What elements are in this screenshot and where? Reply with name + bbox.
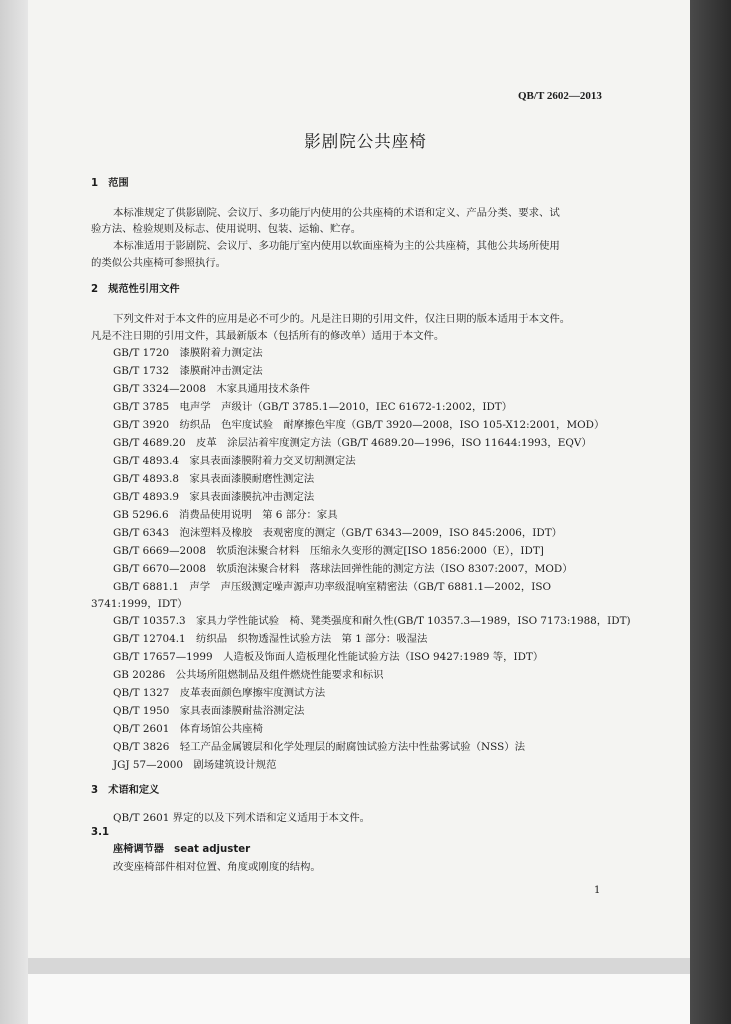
document-title: 影剧院公共座椅 xyxy=(304,132,427,151)
section-1-paragraph-2-line-1: 本标准适用于影剧院、会议厅、多功能厅室内使用以软面座椅为主的公共座椅，其他公共场所使用 xyxy=(113,240,560,252)
reference-item: QB/T 2601 体育场馆公共座椅 xyxy=(113,723,263,735)
reference-item: GB/T 6669—2008 软质泡沫聚合材料 压缩永久变形的测定[ISO 1856:2000（E），IDT] xyxy=(113,545,544,557)
section-3-intro: QB/T 2601 界定的以及下列术语和定义适用于本文件。 xyxy=(113,812,371,824)
reference-item: GB/T 4893.4 家具表面漆膜附着力交叉切割测定法 xyxy=(113,455,356,467)
next-document-page xyxy=(28,974,690,1024)
reference-item: GB/T 17657—1999 人造板及饰面人造板理化性能试验方法（ISO 9427:1989 等，IDT） xyxy=(113,651,544,663)
section-2-heading: 2 规范性引用文件 xyxy=(91,284,180,295)
page-number: 1 xyxy=(594,885,601,896)
reference-item: GB 20286 公共场所阻燃制品及组件燃烧性能要求和标识 xyxy=(113,669,384,681)
reference-item: QB/T 1327 皮革表面颜色摩擦牢度测试方法 xyxy=(113,687,326,699)
reference-item: QB/T 3826 轻工产品金属镀层和化学处理层的耐腐蚀试验方法中性盐雾试验（NSS）法 xyxy=(113,741,525,753)
clause-number: 3.1 xyxy=(91,827,110,838)
section-1-heading: 1 范围 xyxy=(91,178,129,189)
reference-item: GB/T 10357.3 家具力学性能试验 椅、凳类强度和耐久性(GB/T 10357.3—1989，ISO 7173:1988，IDT) xyxy=(113,615,631,627)
reference-item: GB/T 1732 漆膜耐冲击测定法 xyxy=(113,365,263,377)
section-1-paragraph-1-line-1: 本标准规定了供影剧院、会议厅、多功能厅内使用的公共座椅的术语和定义、产品分类、要求、试 xyxy=(113,207,560,219)
section-2-intro-line-1: 下列文件对于本文件的应用是必不可少的。凡是注日期的引用文件，仅注日期的版本适用于本文件。 xyxy=(113,313,571,325)
reference-item: GB/T 6881.1 声学 声压级测定噪声源声功率级混响室精密法（GB/T 6881.1—2002，ISO xyxy=(113,581,552,593)
reference-item: GB/T 6670—2008 软质泡沫聚合材料 落球法回弹性能的测定方法（ISO 8307:2007，MOD） xyxy=(113,563,573,575)
section-3-heading: 3 术语和定义 xyxy=(91,785,160,796)
reference-item: GB 5296.6 消费品使用说明 第 6 部分：家具 xyxy=(113,509,338,521)
reference-item: QB/T 1950 家具表面漆膜耐盐浴测定法 xyxy=(113,705,305,717)
term-definition: 改变座椅部件相对位置、角度或刚度的结构。 xyxy=(113,861,321,873)
reference-item: GB/T 1720 漆膜附着力测定法 xyxy=(113,347,263,359)
right-viewer-margin xyxy=(690,0,731,1024)
page-separator xyxy=(28,958,690,974)
reference-item: GB/T 3920 纺织品 色牢度试验 耐摩擦色牢度（GB/T 3920—2008，ISO 105-X12:2001，MOD） xyxy=(113,419,605,431)
reference-item: GB/T 6343 泡沫塑料及橡胶 表观密度的测定（GB/T 6343—2009，ISO 845:2006，IDT） xyxy=(113,527,563,539)
reference-item-continuation: 3741:1999，IDT） xyxy=(91,598,188,610)
reference-item: GB/T 4689.20 皮革 涂层沾着牢度测定方法（GB/T 4689.20—1996，ISO 11644:1993，EQV） xyxy=(113,437,592,449)
reference-item: GB/T 3324—2008 木家具通用技术条件 xyxy=(113,383,310,395)
reference-item: JGJ 57—2000 剧场建筑设计规范 xyxy=(113,759,277,771)
section-2-intro-line-2: 凡是不注日期的引用文件，其最新版本（包括所有的修改单）适用于本文件。 xyxy=(91,330,445,342)
standard-code: QB/T 2602—2013 xyxy=(518,90,602,102)
reference-item: GB/T 4893.9 家具表面漆膜抗冲击测定法 xyxy=(113,491,315,503)
reference-item: GB/T 12704.1 纺织品 织物透湿性试验方法 第 1 部分：吸湿法 xyxy=(113,633,428,645)
section-1-paragraph-1-line-2: 验方法、检验规则及标志、使用说明、包装、运输、贮存。 xyxy=(91,223,362,235)
reference-item: GB/T 3785 电声学 声级计（GB/T 3785.1—2010，IEC 61672-1:2002，IDT） xyxy=(113,401,513,413)
left-viewer-margin xyxy=(0,0,28,1024)
section-1-paragraph-2-line-2: 的类似公共座椅可参照执行。 xyxy=(91,257,227,269)
reference-item: GB/T 4893.8 家具表面漆膜耐磨性测定法 xyxy=(113,473,315,485)
term-heading: 座椅调节器 seat adjuster xyxy=(113,844,251,855)
